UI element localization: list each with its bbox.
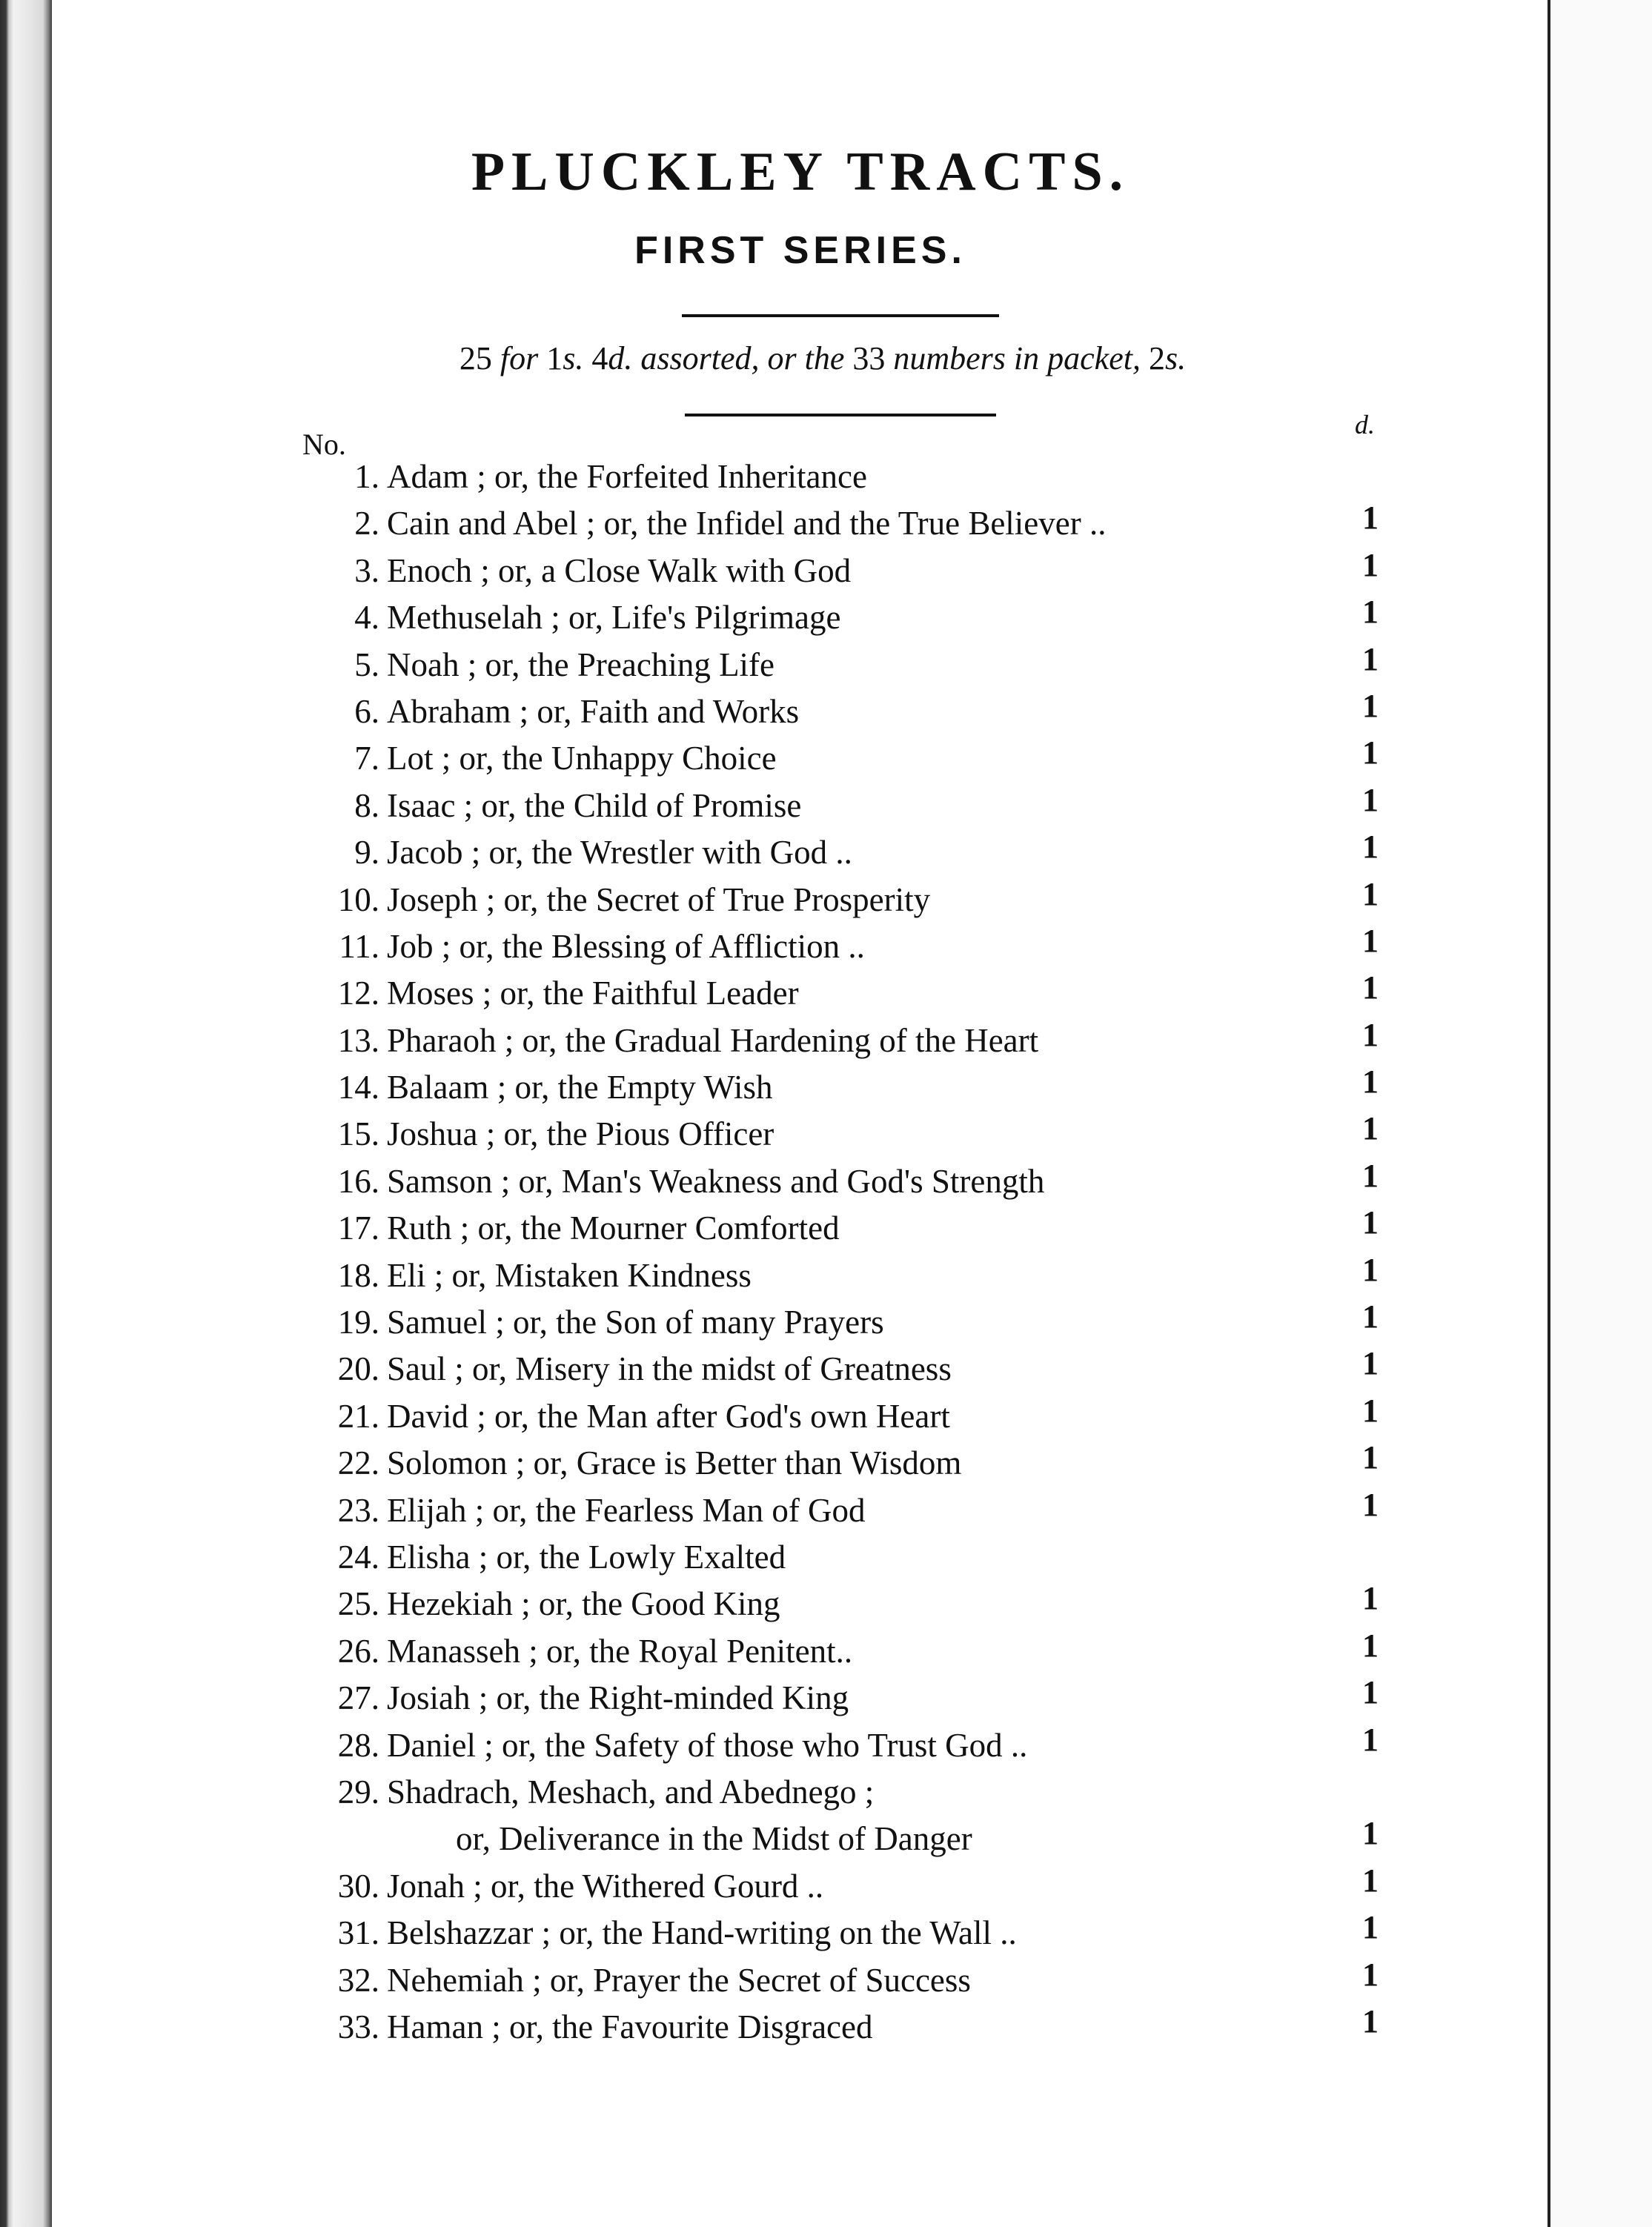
tract-row xyxy=(296,548,1408,594)
tract-row xyxy=(296,1675,1408,1722)
tract-title: Josiah ; or, the Right-minded King xyxy=(387,1679,849,1717)
tract-price: 1 xyxy=(1362,546,1379,583)
tract-price: 1 xyxy=(1362,875,1379,912)
tract-row xyxy=(296,829,1408,876)
tract-title: Manasseh ; or, the Royal Penitent.. xyxy=(387,1632,853,1670)
tract-title: David ; or, the Man after God's own Heart xyxy=(387,1397,950,1435)
tract-row xyxy=(296,1252,1408,1299)
tract-row xyxy=(296,1534,1408,1581)
tract-price: 1 xyxy=(1362,1345,1379,1382)
tract-number: 10. xyxy=(337,880,379,918)
tract-row xyxy=(296,642,1408,688)
tract-number: 17. xyxy=(337,1209,379,1247)
tract-row xyxy=(296,923,1408,970)
tract-number: 15. xyxy=(337,1115,379,1153)
tract-price: 1 xyxy=(1362,500,1379,537)
tract-row xyxy=(296,1816,1408,1862)
tract-price: 1 xyxy=(1362,1721,1379,1758)
book-gutter-edge xyxy=(0,0,52,2227)
tract-price: 1 xyxy=(1362,594,1379,631)
tract-title: Samuel ; or, the Son of many Prayers xyxy=(387,1304,884,1341)
price-column-header: d. xyxy=(1355,410,1375,439)
tract-row xyxy=(296,2004,1408,2051)
tract-row xyxy=(296,1957,1408,2004)
tract-price: 1 xyxy=(1362,687,1379,724)
page-title: PLUCKLEY TRACTS. xyxy=(471,142,1130,202)
tract-number: 7. xyxy=(354,740,379,777)
tract-price: 1 xyxy=(1362,1862,1379,1899)
tract-number: 20. xyxy=(337,1350,379,1388)
series-subtitle: FIRST SERIES. xyxy=(634,229,966,272)
tract-number: 26. xyxy=(337,1632,379,1670)
tract-number: 14. xyxy=(337,1069,379,1106)
tract-number: 19. xyxy=(337,1304,379,1341)
tract-title: Pharaoh ; or, the Gradual Hardening of the Heart xyxy=(387,1021,1039,1059)
tract-row xyxy=(296,877,1408,923)
tract-title: Cain and Abel ; or, the Infidel and the True Believer .. xyxy=(387,505,1107,542)
tract-number: 31. xyxy=(337,1914,379,1952)
tract-number: 22. xyxy=(337,1444,379,1482)
tract-title: Job ; or, the Blessing of Affliction .. xyxy=(387,927,865,965)
tract-title: Noah ; or, the Preaching Life xyxy=(387,645,775,683)
tract-title: Eli ; or, Mistaken Kindness xyxy=(387,1256,752,1294)
tract-number: 11. xyxy=(339,927,379,965)
tract-title: Saul ; or, Misery in the midst of Greatness xyxy=(387,1350,952,1388)
tract-number: 2. xyxy=(354,505,379,542)
tract-number: 6. xyxy=(354,692,379,730)
price-for: for xyxy=(500,340,539,376)
tract-title: Jonah ; or, the Withered Gourd .. xyxy=(387,1867,824,1905)
tract-price: 1 xyxy=(1362,1016,1379,1053)
tract-title: Joshua ; or, the Pious Officer xyxy=(387,1115,774,1153)
divider-rule-bottom xyxy=(685,414,996,416)
tract-title: Jacob ; or, the Wrestler with God .. xyxy=(387,834,852,872)
tract-row xyxy=(296,970,1408,1017)
tract-price: 1 xyxy=(1362,1251,1379,1288)
tract-price: 1 xyxy=(1362,640,1379,677)
tract-row xyxy=(296,1018,1408,1064)
price-packet-text: numbers in packet, xyxy=(893,340,1141,376)
tract-number: 21. xyxy=(337,1397,379,1435)
tract-title: Moses ; or, the Faithful Leader xyxy=(387,975,799,1012)
price-shillings-unit: s. xyxy=(563,340,584,376)
tract-price: 1 xyxy=(1362,734,1379,771)
price-assorted-text: d. assorted, or the xyxy=(608,340,845,376)
tract-number: 23. xyxy=(337,1491,379,1529)
tract-row xyxy=(296,1628,1408,1675)
tract-title: Elisha ; or, the Lowly Exalted xyxy=(387,1538,786,1576)
tract-row xyxy=(296,454,1408,500)
tract-price: 1 xyxy=(1362,1486,1379,1523)
tract-row xyxy=(296,1769,1408,1816)
tract-title: Methuselah ; or, Life's Pilgrimage xyxy=(387,599,841,637)
tract-title: Joseph ; or, the Secret of True Prosperity xyxy=(387,880,931,918)
price-packet-num: 2 xyxy=(1140,340,1165,376)
price-numbers-count: 33 xyxy=(844,340,894,376)
tract-number: 16. xyxy=(337,1162,379,1200)
tract-number: 30. xyxy=(337,1867,379,1905)
price-packet-unit: s. xyxy=(1164,340,1187,376)
tract-row xyxy=(296,594,1408,641)
tract-price: 1 xyxy=(1362,781,1379,818)
tract-number: 9. xyxy=(354,834,379,872)
tract-number: 13. xyxy=(337,1021,379,1059)
tract-title: Lot ; or, the Unhappy Choice xyxy=(387,740,777,777)
tract-number: 18. xyxy=(337,1256,379,1294)
tract-price: 1 xyxy=(1362,1909,1379,1946)
tract-row xyxy=(296,1910,1408,1956)
tract-row xyxy=(296,1111,1408,1158)
price-pence-num: 4 xyxy=(583,340,608,376)
price-shillings-num: 1 xyxy=(538,340,563,376)
tract-title: Shadrach, Meshach, and Abednego ; xyxy=(387,1773,875,1811)
tract-row xyxy=(296,1722,1408,1769)
page-right-margin xyxy=(1550,0,1652,2227)
tract-title: Haman ; or, the Favourite Disgraced xyxy=(387,2008,873,2045)
tract-number: 12. xyxy=(337,975,379,1012)
tract-number: 28. xyxy=(337,1726,379,1764)
tract-number: 32. xyxy=(337,1961,379,1999)
tract-price: 1 xyxy=(1362,1298,1379,1335)
tract-number: 25. xyxy=(337,1585,379,1623)
tract-price: 1 xyxy=(1362,922,1379,959)
tract-row xyxy=(296,1440,1408,1487)
tract-number: 24. xyxy=(337,1538,379,1576)
divider-rule-top xyxy=(682,314,999,317)
tract-row xyxy=(296,1581,1408,1627)
tract-price: 1 xyxy=(1362,969,1379,1006)
tract-title: Adam ; or, the Forfeited Inheritance xyxy=(387,458,867,495)
tract-row xyxy=(296,735,1408,782)
tract-list xyxy=(296,454,1408,2051)
tract-number: 29. xyxy=(337,1773,379,1811)
tract-price: 1 xyxy=(1362,2002,1379,2040)
tract-title: Belshazzar ; or, the Hand-writing on the Wall .. xyxy=(387,1914,1017,1952)
tract-number: 1. xyxy=(354,458,379,495)
tract-title: Balaam ; or, the Empty Wish xyxy=(387,1069,773,1106)
tract-title: Isaac ; or, the Child of Promise xyxy=(387,786,802,824)
tract-row xyxy=(296,1064,1408,1111)
tract-title: Daniel ; or, the Safety of those who Trust God .. xyxy=(387,1726,1028,1764)
tract-title: Solomon ; or, Grace is Better than Wisdom xyxy=(387,1444,962,1482)
tract-title: Samson ; or, Man's Weakness and God's Strength xyxy=(387,1162,1045,1200)
tract-price: 1 xyxy=(1362,1063,1379,1101)
tract-price: 1 xyxy=(1362,1627,1379,1664)
tract-price: 1 xyxy=(1362,1956,1379,1993)
tract-row xyxy=(296,1158,1408,1205)
tract-price: 1 xyxy=(1362,829,1379,866)
tract-price: 1 xyxy=(1362,1439,1379,1476)
tract-number: 5. xyxy=(354,645,379,683)
tract-price: 1 xyxy=(1362,1110,1379,1147)
tract-price: 1 xyxy=(1362,1392,1379,1429)
tract-number: 4. xyxy=(354,599,379,637)
tract-row xyxy=(296,1487,1408,1534)
tract-row xyxy=(296,1205,1408,1252)
tract-title: Abraham ; or, Faith and Works xyxy=(387,692,800,730)
tract-price: 1 xyxy=(1362,1674,1379,1711)
tract-price: 1 xyxy=(1362,1157,1379,1194)
tract-title: Nehemiah ; or, Prayer the Secret of Success xyxy=(387,1961,971,1999)
tract-title: Elijah ; or, the Fearless Man of God xyxy=(387,1491,866,1529)
tract-row xyxy=(296,1299,1408,1346)
tract-row xyxy=(296,1863,1408,1910)
tract-title: Enoch ; or, a Close Walk with God xyxy=(387,551,852,589)
number-column-header: No. xyxy=(302,428,346,461)
tract-price: 1 xyxy=(1362,1204,1379,1241)
tract-row xyxy=(296,1346,1408,1393)
price-line xyxy=(0,339,1645,377)
tract-row xyxy=(296,500,1408,547)
tract-number: 33. xyxy=(337,2008,379,2045)
tract-title: Ruth ; or, the Mourner Comforted xyxy=(387,1209,840,1247)
tract-row xyxy=(296,1393,1408,1440)
tract-title: or, Deliverance in the Midst of Danger xyxy=(456,1820,972,1858)
tract-number: 3. xyxy=(354,551,379,589)
tract-number: 8. xyxy=(354,786,379,824)
tract-price: 1 xyxy=(1362,1815,1379,1852)
price-count: 25 xyxy=(459,340,500,376)
tract-row xyxy=(296,688,1408,735)
tract-price: 1 xyxy=(1362,1580,1379,1617)
tract-number: 27. xyxy=(337,1679,379,1717)
tract-title: Hezekiah ; or, the Good King xyxy=(387,1585,780,1623)
tract-row xyxy=(296,783,1408,829)
